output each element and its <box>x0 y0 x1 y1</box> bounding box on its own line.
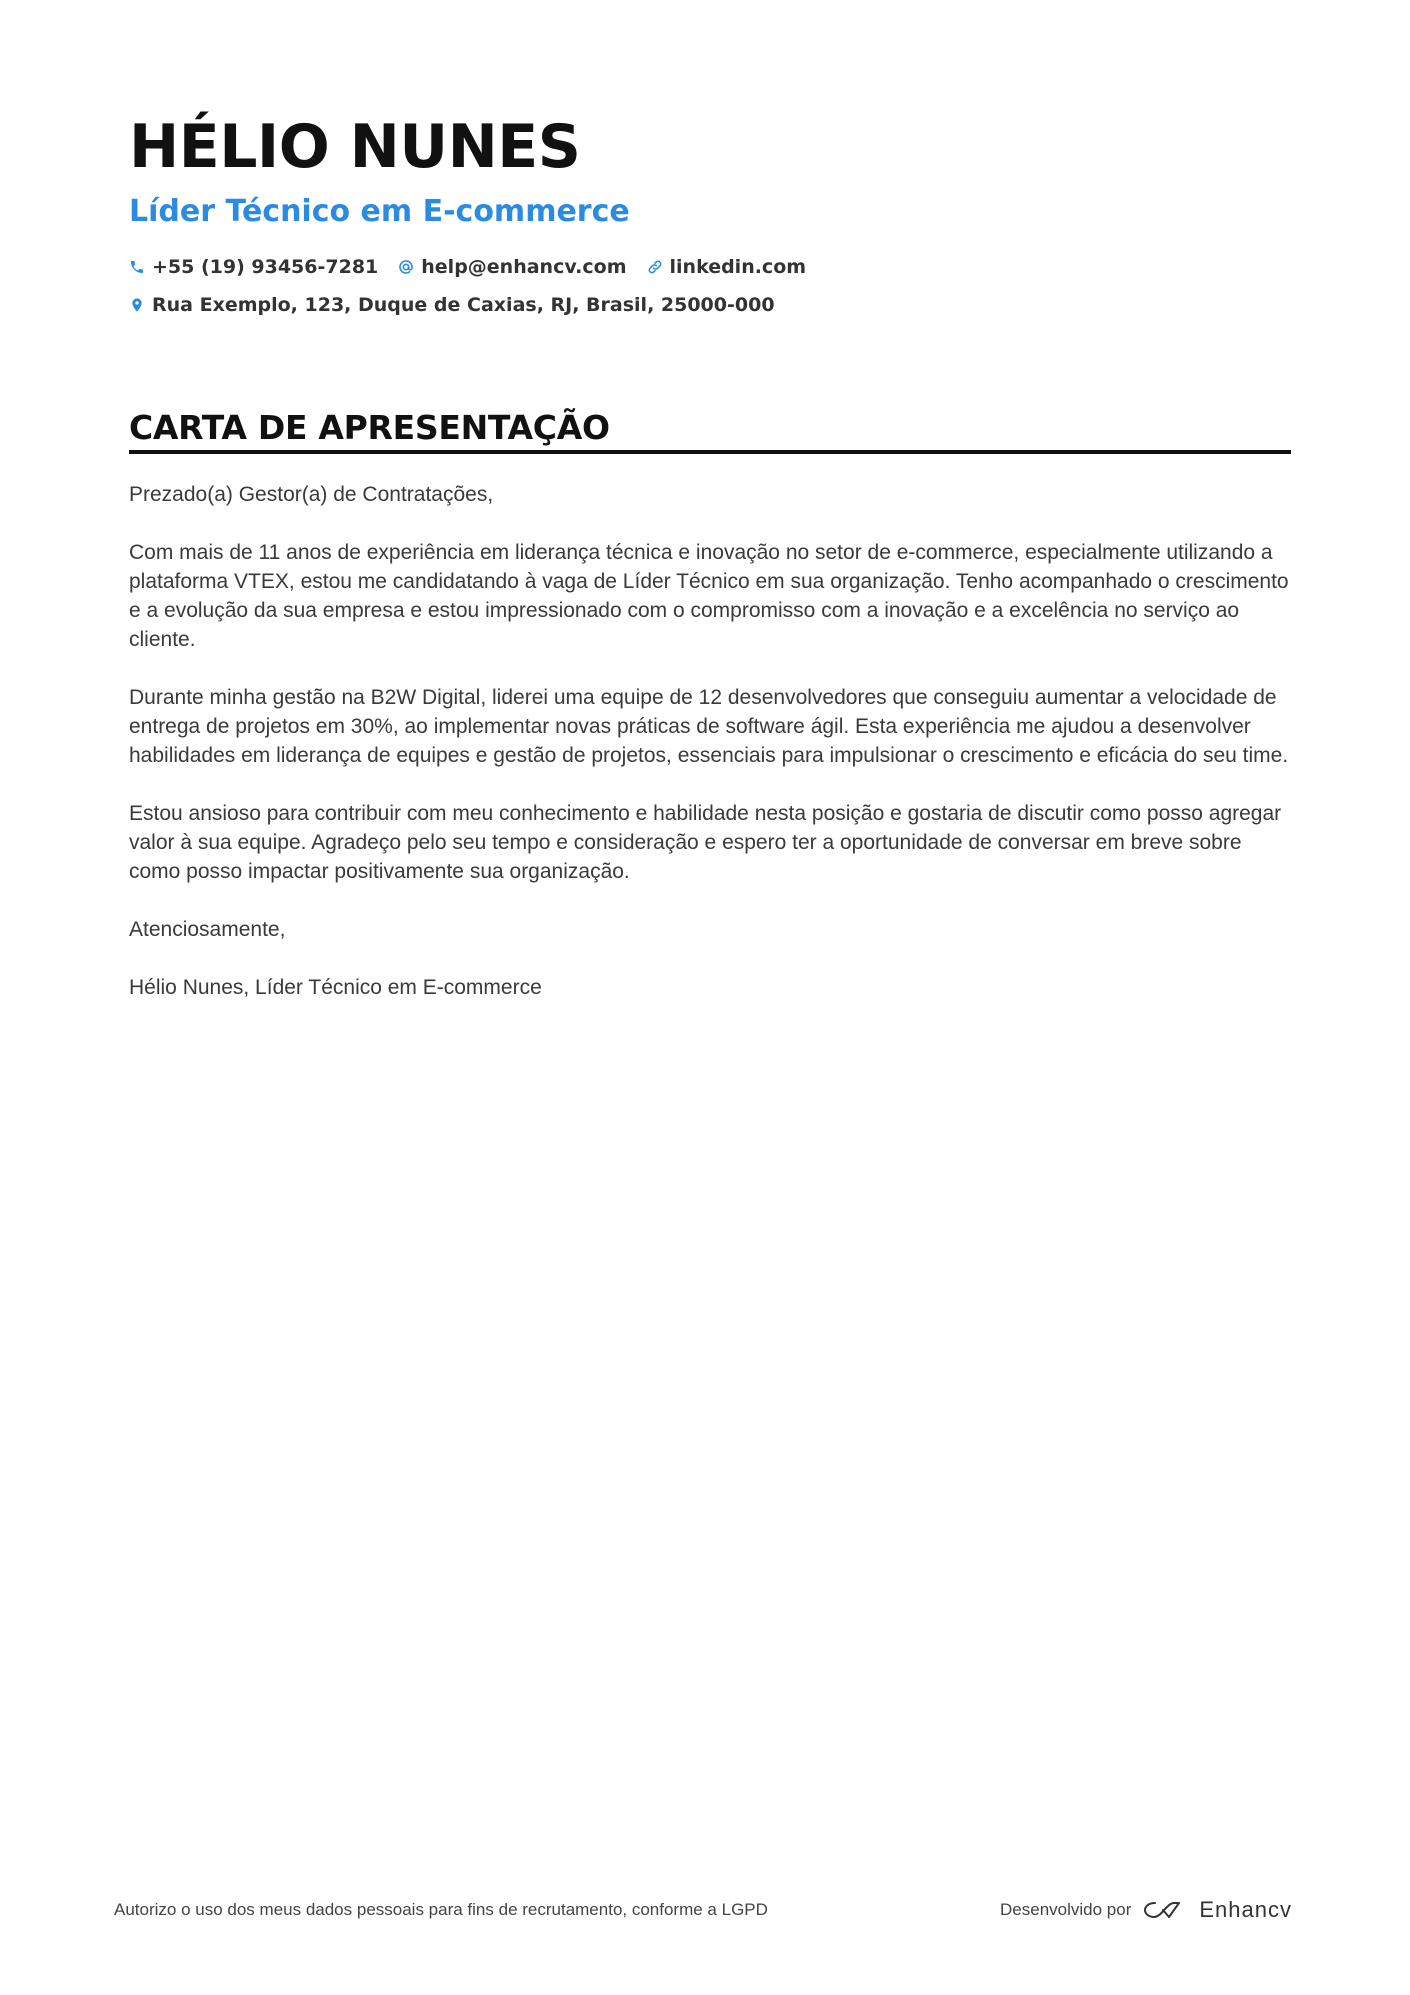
section-divider <box>129 450 1291 454</box>
enhancv-logo-icon <box>1143 1897 1189 1923</box>
cover-letter-section <box>129 408 1291 1031</box>
brand-name: Enhancv <box>1199 1897 1292 1922</box>
contact-location <box>129 294 775 316</box>
contact-row-primary <box>129 248 1289 286</box>
phone-icon <box>129 259 145 275</box>
link-icon <box>647 259 663 275</box>
contact-info <box>129 248 1289 324</box>
candidate-name: HÉLIO NUNES <box>129 112 581 182</box>
contact-email[interactable] <box>398 256 626 278</box>
letter-paragraph: Durante minha gestão na B2W Digital, liderei uma equipe de 12 desenvolvedores que conseguiu aumentar a velocidade de entrega de projetos em 30%, ao implementar novas práticas de software ágil. Esta experiência me ajudou a desenvolver habilidades em liderança de equipes e gestão de projetos, essenciais para impulsionar o crescimento e eficácia do seu time. <box>129 686 1289 767</box>
at-icon <box>398 259 414 275</box>
letter-body <box>129 480 1291 1002</box>
letter-paragraph: Com mais de 11 anos de experiência em liderança técnica e inovação no setor de e-commerce, especialmente utilizando a plataforma VTEX, estou me candidatando à vaga de Líder Técnico em sua organização. Tenho acompanhado o crescimento e a evolução da sua empresa e estou impressionado com o compromisso com a inovação e a excelência no serviço ao cliente. <box>129 541 1289 651</box>
letter-greeting: Prezado(a) Gestor(a) de Contratações, <box>129 483 494 506</box>
candidate-role: Líder Técnico em E-commerce <box>129 194 630 229</box>
letter-closing: Atenciosamente, <box>129 918 286 941</box>
phone-text: +55 (19) 93456-7281 <box>152 256 379 278</box>
letter-signature: Hélio Nunes, Líder Técnico em E-commerce <box>129 976 542 999</box>
contact-phone <box>129 256 378 278</box>
brand-credit[interactable] <box>1000 1897 1292 1923</box>
contact-row-secondary <box>129 286 1289 324</box>
link-text[interactable]: linkedin.com <box>669 256 807 278</box>
location-text: Rua Exemplo, 123, Duque de Caxias, RJ, Brasil, 25000-000 <box>152 294 775 316</box>
footer <box>114 1890 1292 1930</box>
email-text[interactable]: help@enhancv.com <box>421 256 627 278</box>
section-title: CARTA DE APRESENTAÇÃO <box>129 408 610 447</box>
consent-note: Autorizo o uso dos meus dados pessoais para fins de recrutamento, conforme a LGPD <box>114 1900 768 1919</box>
contact-link[interactable] <box>647 256 807 278</box>
letter-paragraph: Estou ansioso para contribuir com meu conhecimento e habilidade nesta posição e gostaria de discutir como posso agregar valor à sua equipe. Agradeço pelo seu tempo e consideração e espero ter a oportunidade de conversar em breve sobre como posso impactar positivamente sua organização. <box>129 802 1282 883</box>
brand-prefix: Desenvolvido por <box>1000 1900 1132 1919</box>
location-pin-icon <box>129 297 145 313</box>
header <box>129 108 1289 324</box>
